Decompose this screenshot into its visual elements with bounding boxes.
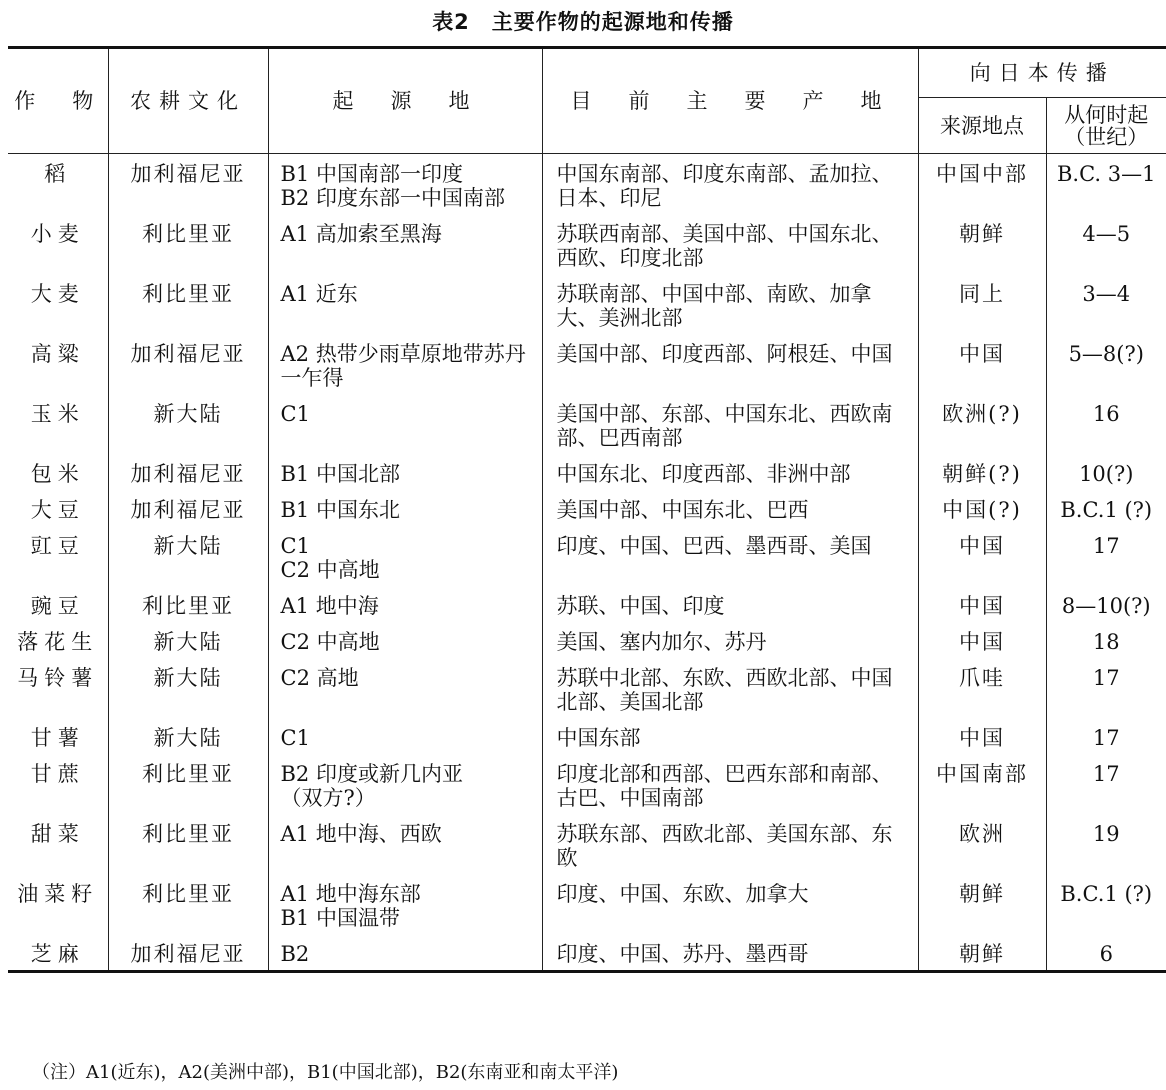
cell-time: 16 xyxy=(1046,394,1166,454)
cell-source: 中国 xyxy=(918,526,1046,586)
cell-origin xyxy=(268,526,542,586)
cell-origin xyxy=(268,454,542,490)
table-row xyxy=(8,334,1166,394)
origin-line: C2 高地 xyxy=(280,666,359,690)
table-row xyxy=(8,874,1166,934)
cell-area: 苏联、中国、印度 xyxy=(542,586,918,622)
cell-source: 中国 xyxy=(918,334,1046,394)
cell-culture: 利比里亚 xyxy=(108,214,268,274)
origin-line: B1 中国北部 xyxy=(280,462,400,486)
cell-origin xyxy=(268,754,542,814)
cell-area: 中国东北、印度西部、非洲中部 xyxy=(542,454,918,490)
cell-source: 中国 xyxy=(918,718,1046,754)
cell-source: 中国(?) xyxy=(918,490,1046,526)
cell-crop: 豌豆 xyxy=(8,586,108,622)
origin-line: B1 中国南部一印度 xyxy=(280,162,463,186)
table-row xyxy=(8,394,1166,454)
crop-origin-table xyxy=(8,46,1166,973)
cell-area: 中国东部 xyxy=(542,718,918,754)
cell-source: 欧洲 xyxy=(918,814,1046,874)
cell-origin xyxy=(268,154,542,215)
cell-area: 印度、中国、苏丹、墨西哥 xyxy=(542,934,918,972)
cell-crop: 豇豆 xyxy=(8,526,108,586)
cell-crop: 甘薯 xyxy=(8,718,108,754)
cell-culture: 加利福尼亚 xyxy=(108,490,268,526)
header-source: 来源地点 xyxy=(918,98,1046,154)
cell-area: 苏联东部、西欧北部、美国东部、东欧 xyxy=(542,814,918,874)
cell-source: 同上 xyxy=(918,274,1046,334)
cell-source: 朝鲜 xyxy=(918,214,1046,274)
origin-line: A1 近东 xyxy=(280,282,358,306)
header-area: 目 前 主 要 产 地 xyxy=(542,48,918,154)
cell-crop: 大麦 xyxy=(8,274,108,334)
table-row xyxy=(8,754,1166,814)
cell-origin xyxy=(268,274,542,334)
cell-origin xyxy=(268,490,542,526)
origin-line: A1 地中海 xyxy=(280,594,379,618)
cell-source: 中国中部 xyxy=(918,154,1046,215)
cell-time: B.C. 3—1 xyxy=(1046,154,1166,215)
cell-crop: 包米 xyxy=(8,454,108,490)
cell-culture: 利比里亚 xyxy=(108,814,268,874)
header-origin: 起 源 地 xyxy=(268,48,542,154)
cell-crop: 稻 xyxy=(8,154,108,215)
table-row xyxy=(8,454,1166,490)
table-row xyxy=(8,718,1166,754)
header-culture: 农耕文化 xyxy=(108,48,268,154)
cell-culture: 加利福尼亚 xyxy=(108,934,268,972)
cell-culture: 新大陆 xyxy=(108,658,268,718)
cell-source: 朝鲜(?) xyxy=(918,454,1046,490)
cell-time: 17 xyxy=(1046,718,1166,754)
origin-line: C1 xyxy=(280,726,310,750)
origin-line: C2 中高地 xyxy=(280,558,380,582)
cell-culture: 利比里亚 xyxy=(108,754,268,814)
header-crop: 作 物 xyxy=(8,48,108,154)
cell-area: 苏联中北部、东欧、西欧北部、中国北部、美国北部 xyxy=(542,658,918,718)
cell-origin xyxy=(268,622,542,658)
cell-area: 美国中部、中国东北、巴西 xyxy=(542,490,918,526)
cell-origin xyxy=(268,814,542,874)
cell-crop: 甘蔗 xyxy=(8,754,108,814)
cell-culture: 利比里亚 xyxy=(108,586,268,622)
cell-source: 爪哇 xyxy=(918,658,1046,718)
table-row xyxy=(8,814,1166,874)
origin-line: A2 热带少雨草原地带苏丹一乍得 xyxy=(280,342,526,390)
cell-source: 欧洲(?) xyxy=(918,394,1046,454)
cell-area: 印度、中国、巴西、墨西哥、美国 xyxy=(542,526,918,586)
cell-origin xyxy=(268,586,542,622)
cell-area: 苏联西南部、美国中部、中国东北、西欧、印度北部 xyxy=(542,214,918,274)
cell-origin xyxy=(268,874,542,934)
header-time: 从何时起（世纪） xyxy=(1046,98,1166,154)
table-title: 表2 主要作物的起源地和传播 xyxy=(432,10,734,34)
origin-line: B2 印度或新几内亚 xyxy=(280,762,463,786)
cell-time: B.C.1 (?) xyxy=(1046,874,1166,934)
cell-time: 19 xyxy=(1046,814,1166,874)
cell-source: 中国南部 xyxy=(918,754,1046,814)
cell-time: 17 xyxy=(1046,658,1166,718)
cell-origin xyxy=(268,718,542,754)
cell-crop: 大豆 xyxy=(8,490,108,526)
cell-time: 17 xyxy=(1046,526,1166,586)
cell-area: 美国中部、印度西部、阿根廷、中国 xyxy=(542,334,918,394)
cell-area: 苏联南部、中国中部、南欧、加拿大、美洲北部 xyxy=(542,274,918,334)
cell-area: 中国东南部、印度东南部、孟加拉、日本、印尼 xyxy=(542,154,918,215)
cell-crop: 小麦 xyxy=(8,214,108,274)
origin-line: A1 地中海、西欧 xyxy=(280,822,442,846)
table-row xyxy=(8,490,1166,526)
origin-line: （双方?） xyxy=(280,786,376,810)
cell-source: 朝鲜 xyxy=(918,874,1046,934)
cell-time: 10(?) xyxy=(1046,454,1166,490)
table-row xyxy=(8,214,1166,274)
cell-crop: 落花生 xyxy=(8,622,108,658)
table-body xyxy=(8,154,1166,972)
cell-culture: 新大陆 xyxy=(108,718,268,754)
cell-culture: 加利福尼亚 xyxy=(108,454,268,490)
cell-crop: 马铃薯 xyxy=(8,658,108,718)
cell-crop: 玉米 xyxy=(8,394,108,454)
cell-source: 中国 xyxy=(918,586,1046,622)
cell-origin xyxy=(268,934,542,972)
origin-line: B1 中国温带 xyxy=(280,906,400,930)
table-row xyxy=(8,154,1166,215)
cell-time: 18 xyxy=(1046,622,1166,658)
cell-crop: 油菜籽 xyxy=(8,874,108,934)
footnote: （注）A1(近东)，A2(美洲中部)，B1(中国北部)，B2(东南亚和南太平洋) xyxy=(32,1062,619,1083)
cell-culture: 利比里亚 xyxy=(108,874,268,934)
cell-area: 美国、塞内加尔、苏丹 xyxy=(542,622,918,658)
table-row xyxy=(8,274,1166,334)
cell-source: 朝鲜 xyxy=(918,934,1046,972)
cell-area: 印度、中国、东欧、加拿大 xyxy=(542,874,918,934)
origin-line: C2 中高地 xyxy=(280,630,380,654)
cell-culture: 新大陆 xyxy=(108,526,268,586)
origin-line: B2 xyxy=(280,942,310,966)
cell-culture: 利比里亚 xyxy=(108,274,268,334)
cell-area: 印度北部和西部、巴西东部和南部、古巴、中国南部 xyxy=(542,754,918,814)
origin-line: C1 xyxy=(280,534,310,558)
table-row xyxy=(8,622,1166,658)
origin-line: B1 中国东北 xyxy=(280,498,400,522)
table-row xyxy=(8,586,1166,622)
cell-time: 5—8(?) xyxy=(1046,334,1166,394)
cell-time: B.C.1 (?) xyxy=(1046,490,1166,526)
origin-line: A1 地中海东部 xyxy=(280,882,421,906)
table-row xyxy=(8,934,1166,972)
table-row xyxy=(8,526,1166,586)
cell-culture: 新大陆 xyxy=(108,394,268,454)
header-spread: 向日本传播 xyxy=(918,48,1166,98)
table-row xyxy=(8,658,1166,718)
cell-culture: 加利福尼亚 xyxy=(108,154,268,215)
cell-crop: 甜菜 xyxy=(8,814,108,874)
cell-time: 3—4 xyxy=(1046,274,1166,334)
cell-area: 美国中部、东部、中国东北、西欧南部、巴西南部 xyxy=(542,394,918,454)
cell-origin xyxy=(268,334,542,394)
cell-crop: 芝麻 xyxy=(8,934,108,972)
origin-line: A1 高加索至黑海 xyxy=(280,222,442,246)
cell-crop: 高粱 xyxy=(8,334,108,394)
cell-origin xyxy=(268,214,542,274)
cell-origin xyxy=(268,658,542,718)
cell-culture: 新大陆 xyxy=(108,622,268,658)
cell-time: 8—10(?) xyxy=(1046,586,1166,622)
cell-time: 17 xyxy=(1046,754,1166,814)
cell-time: 6 xyxy=(1046,934,1166,972)
origin-line: C1 xyxy=(280,402,310,426)
cell-origin xyxy=(268,394,542,454)
cell-culture: 加利福尼亚 xyxy=(108,334,268,394)
cell-time: 4—5 xyxy=(1046,214,1166,274)
origin-line: B2 印度东部一中国南部 xyxy=(280,186,505,210)
cell-source: 中国 xyxy=(918,622,1046,658)
